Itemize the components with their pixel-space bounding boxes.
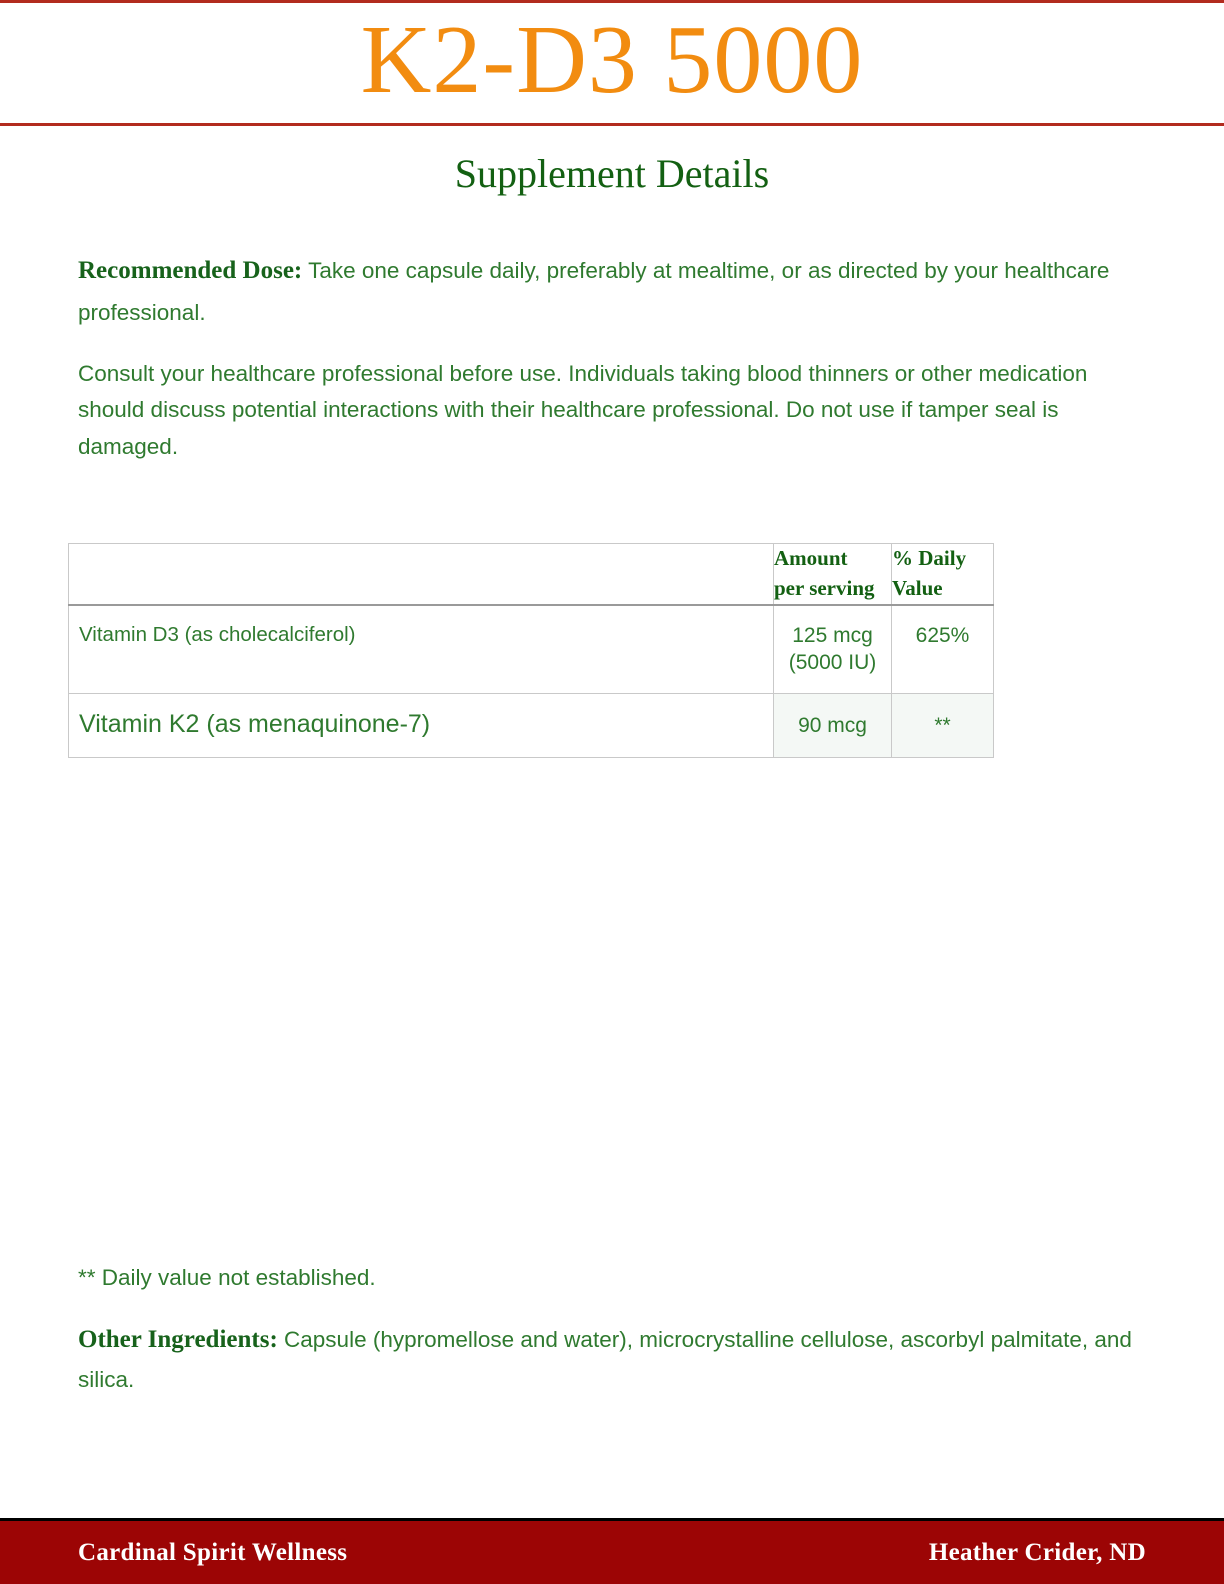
nutrient-amount-line1: 125 mcg	[792, 623, 873, 647]
column-header-amount-line2: per serving	[774, 576, 875, 601]
supplement-facts-table-wrapper	[0, 543, 1224, 758]
table-header-row	[69, 544, 994, 605]
other-ingredients-label: Other Ingredients:	[78, 1325, 278, 1353]
nutrient-amount-line2: (5000 IU)	[788, 651, 877, 675]
nutrient-daily-value: **	[892, 693, 994, 757]
table-header	[69, 544, 994, 605]
column-header-daily-value	[892, 544, 994, 605]
recommended-dose-label: Recommended Dose:	[78, 256, 303, 284]
column-header-amount	[774, 544, 892, 605]
table-body	[69, 605, 994, 757]
footer-bar	[0, 1518, 1224, 1584]
column-header-amount-line1: Amount	[774, 546, 848, 571]
supplement-facts-table	[68, 543, 994, 758]
table-row	[69, 693, 994, 757]
title-block	[0, 3, 1224, 123]
warning-paragraph: Consult your healthcare professional before use. Individuals taking blood thinners or other medication should discuss potential interactions with their healthcare professional. Do not use if tamper seal is damaged.	[78, 361, 1088, 459]
nutrient-amount: 90 mcg	[774, 693, 892, 757]
column-header-nutrient	[69, 544, 774, 605]
daily-value-footnote: ** Daily value not established.	[78, 1264, 376, 1290]
footer-practitioner-name: Heather Crider, ND	[928, 1538, 1146, 1566]
recommended-dose-paragraph	[78, 249, 1146, 334]
nutrient-name: Vitamin K2 (as menaquinone-7)	[69, 693, 774, 757]
page-title: K2-D3 5000	[360, 6, 864, 114]
column-header-dv-line2: Value	[892, 576, 943, 601]
nutrient-daily-value: 625%	[892, 605, 994, 693]
column-header-dv-line1: % Daily	[892, 546, 967, 571]
recommended-dose-text: Take one capsule daily, preferably at mealtime, or as directed by your healthcare professional.	[78, 257, 1110, 326]
page-subtitle: Supplement Details	[454, 150, 770, 196]
nutrient-name: Vitamin D3 (as cholecalciferol)	[69, 605, 774, 693]
content-area	[0, 249, 1224, 465]
other-ingredients-paragraph	[78, 1318, 1148, 1400]
nutrient-amount	[774, 605, 892, 693]
table-row	[69, 605, 994, 693]
footer-company-name: Cardinal Spirit Wellness	[78, 1538, 348, 1566]
other-ingredients-text: Capsule (hypromellose and water), microcrystalline cellulose, ascorbyl palmitate, and silica.	[78, 1326, 1132, 1392]
